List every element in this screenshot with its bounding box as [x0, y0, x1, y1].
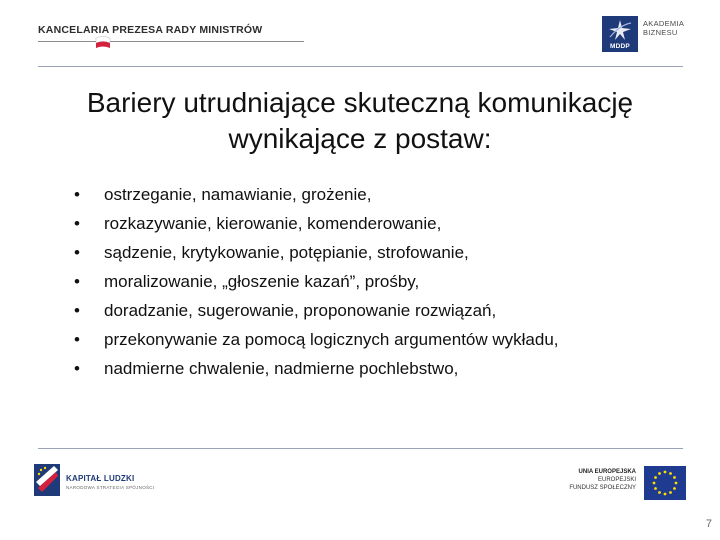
list-item: [74, 180, 694, 209]
page-number: 7: [705, 518, 712, 530]
bullet-text: rozkazywanie, kierowanie, komenderowanie,: [104, 214, 442, 233]
kprm-underline: [38, 41, 304, 42]
list-item: [74, 238, 694, 267]
mddp-badge: [602, 16, 638, 52]
mddp-label: MDDP: [610, 43, 630, 50]
eu-line-2: EUROPEJSKI: [597, 477, 636, 483]
bullet-icon: •: [74, 272, 80, 291]
bullet-text: ostrzeganie, namawianie, grożenie,: [104, 185, 372, 204]
bullet-icon: •: [74, 301, 80, 320]
bullet-text: sądzenie, krytykowanie, potępianie, strofowanie,: [104, 243, 469, 262]
list-item: [74, 267, 694, 296]
academy-label: [643, 19, 684, 37]
bullet-text: moralizowanie, „głoszenie kazań”, prośby,: [104, 272, 420, 291]
kprm-logo: [38, 20, 308, 54]
eu-text: [560, 468, 636, 492]
kapital-ludzki-subtitle: NARODOWA STRATEGIA SPÓJNOŚCI: [66, 485, 155, 490]
kapital-ludzki-flag-icon: [34, 462, 60, 498]
footer-divider: [38, 448, 683, 449]
list-item: [74, 354, 694, 383]
bullet-icon: •: [74, 359, 80, 378]
mddp-logo: [602, 16, 692, 56]
bullet-text: doradzanie, sugerowanie, proponowanie rozwiązań,: [104, 301, 497, 320]
bullet-list: [74, 180, 694, 383]
academy-line-1: AKADEMIA: [643, 19, 685, 28]
eu-flag-icon: [644, 466, 686, 500]
polish-flag-icon: [94, 35, 112, 51]
eu-line-1: UNIA EUROPEJSKA: [578, 469, 636, 475]
list-item: [74, 325, 694, 354]
bullet-text: nadmierne chwalenie, nadmierne pochlebstwo,: [104, 359, 459, 378]
eu-line-3: FUNDUSZ SPOŁECZNY: [569, 485, 636, 491]
academy-line-2: BIZNESU: [643, 28, 678, 37]
header-divider: [38, 66, 683, 67]
kapital-ludzki-logo: [34, 462, 164, 502]
bullet-text: przekonywanie za pomocą logicznych argumentów wykładu,: [104, 330, 559, 349]
kapital-ludzki-title: KAPITAŁ LUDZKI: [66, 474, 135, 483]
slide-title: Bariery utrudniające skuteczną komunikację wynikające z postaw:: [86, 87, 634, 154]
star-icon: [608, 19, 632, 41]
bullet-icon: •: [74, 330, 80, 349]
bullet-icon: •: [74, 185, 80, 204]
list-item: [74, 209, 694, 238]
bullet-icon: •: [74, 214, 80, 233]
list-item: [74, 296, 694, 325]
bullet-icon: •: [74, 243, 80, 262]
eu-esf-logo: [560, 466, 686, 502]
institution-name: KANCELARIA PREZESA RADY MINISTRÓW: [38, 24, 263, 36]
